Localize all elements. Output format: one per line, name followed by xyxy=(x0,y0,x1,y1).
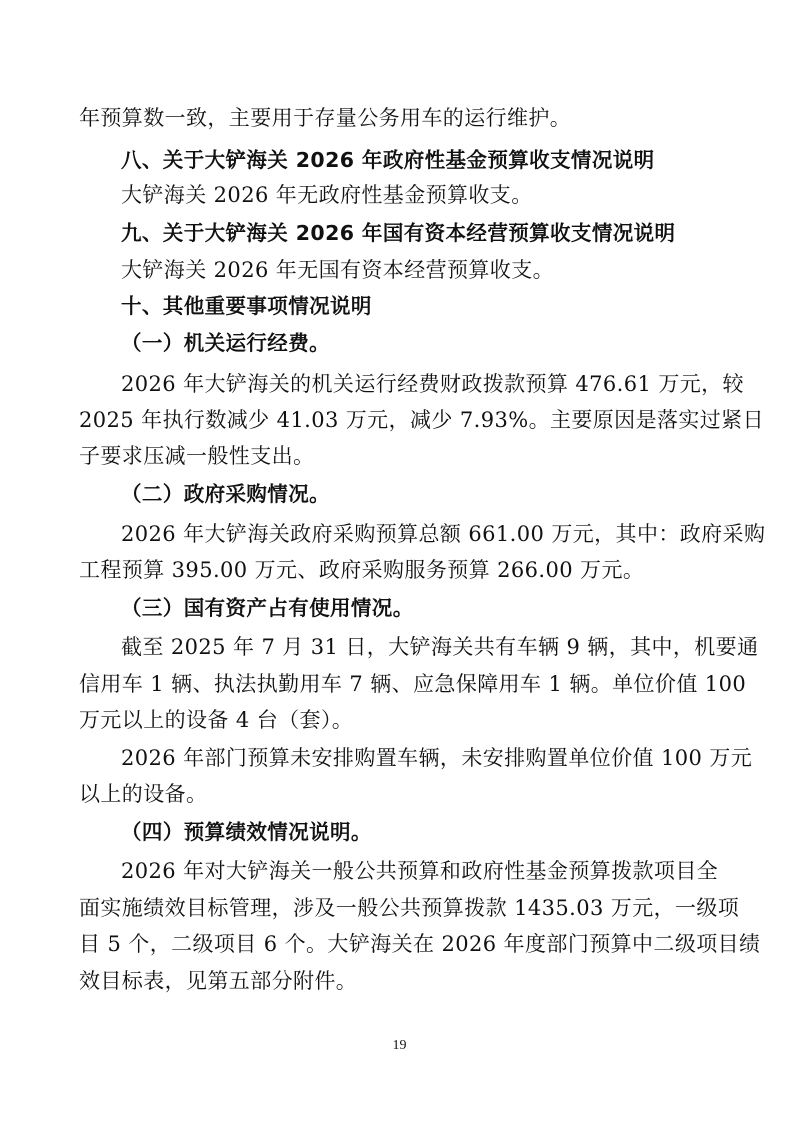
section-heading-8: 八、关于大铲海关 2026 年政府性基金预算收支情况说明 xyxy=(121,148,655,172)
paragraph-line: 工程预算 395.00 万元、政府采购服务预算 266.00 万元。 xyxy=(79,558,645,582)
section-heading-9: 九、关于大铲海关 2026 年国有资本经营预算收支情况说明 xyxy=(121,221,676,245)
paragraph-line: 2025 年执行数减少 41.03 万元，减少 7.93%。主要原因是落实过紧日 xyxy=(79,408,764,432)
subsection-heading-2: （二）政府采购情况。 xyxy=(121,482,330,506)
paragraph-line: 大铲海关 2026 年无国有资本经营预算收支。 xyxy=(121,258,554,282)
paragraph-line: 大铲海关 2026 年无政府性基金预算收支。 xyxy=(121,183,533,207)
paragraph-line: 截至 2025 年 7 月 31 日，大铲海关共有车辆 9 辆，其中，机要通 xyxy=(121,635,759,659)
paragraph-line: 2026 年大铲海关的机关运行经费财政拨款预算 476.61 万元，较 xyxy=(121,372,744,396)
paragraph-line: 2026 年对大铲海关一般公共预算和政府性基金预算拨款项目全 xyxy=(121,859,719,883)
paragraph-line: 面实施绩效目标管理，涉及一般公共预算拨款 1435.03 万元，一级项 xyxy=(79,896,740,920)
subsection-heading-4: （四）预算绩效情况说明。 xyxy=(121,820,372,844)
paragraph-line: 子要求压减一般性支出。 xyxy=(79,444,315,468)
paragraph-line: 目 5 个，二级项目 6 个。大铲海关在 2026 年度部门预算中二级项目绩 xyxy=(79,932,761,956)
paragraph-line: 年预算数一致，主要用于存量公务用车的运行维护。 xyxy=(79,106,572,130)
paragraph-line: 2026 年大铲海关政府采购预算总额 661.00 万元，其中：政府采购 xyxy=(121,522,766,546)
subsection-heading-1: （一）机关运行经费。 xyxy=(121,331,330,355)
paragraph-line: 2026 年部门预算未安排购置车辆，未安排购置单位价值 100 万元 xyxy=(121,746,753,770)
paragraph-line: 效目标表，见第五部分附件。 xyxy=(79,969,358,993)
page-number: 19 xyxy=(392,1038,407,1053)
paragraph-line: 信用车 1 辆、执法执勤用车 7 辆、应急保障用车 1 辆。单位价值 100 xyxy=(79,672,747,696)
subsection-heading-3: （三）国有资产占有使用情况。 xyxy=(121,596,414,620)
paragraph-line: 以上的设备。 xyxy=(79,782,208,806)
section-heading-10: 十、其他重要事项情况说明 xyxy=(121,294,372,318)
paragraph-line: 万元以上的设备 4 台（套）。 xyxy=(79,708,354,732)
